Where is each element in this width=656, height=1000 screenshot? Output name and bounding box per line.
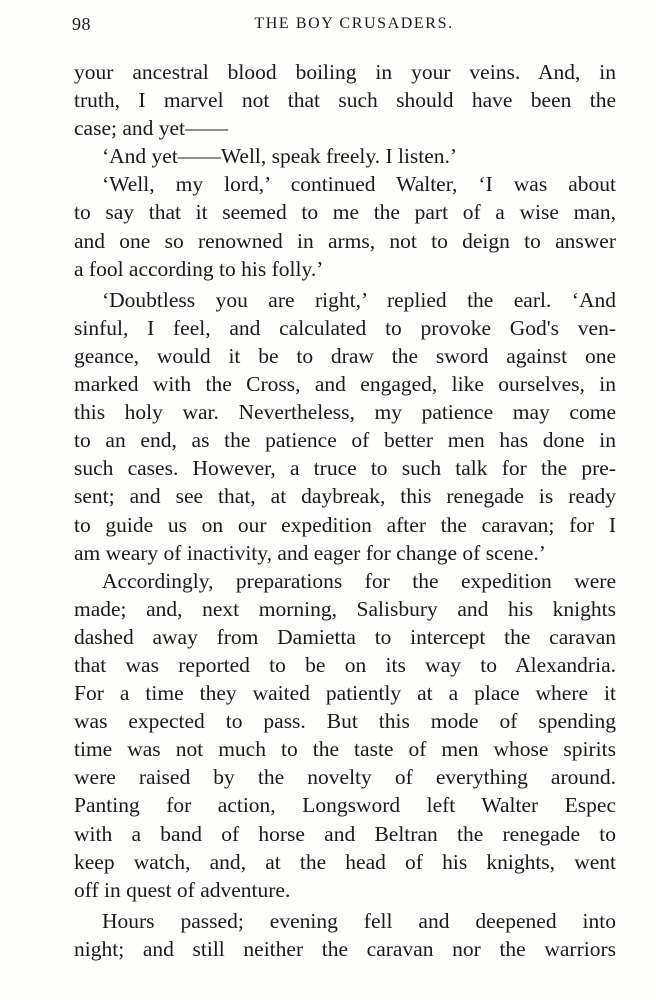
text-line: made; and, next morning, Salisbury and his knights <box>74 596 616 621</box>
text-line: a fool according to his folly.’ <box>74 256 324 281</box>
text-line: your ancestral blood boiling in your veins. And, in <box>74 60 616 84</box>
text-line: with a band of horse and Beltran the renegade to <box>74 821 616 846</box>
text-line: Hours passed; evening fell and deepened into <box>102 908 616 933</box>
paragraph <box>74 58 616 142</box>
text-line: case; and yet—— <box>74 116 229 141</box>
text-line: truth, I marvel not that such should have been the <box>74 88 616 113</box>
text-line: For a time they waited patiently at a place where it <box>74 681 616 706</box>
text-line: time was not much to the taste of men whose spirits <box>74 737 616 762</box>
text-line: Accordingly, preparations for the expedition were <box>102 568 616 593</box>
paragraph <box>74 142 616 170</box>
paragraph <box>74 170 616 282</box>
text-line: to guide us on our expedition after the caravan; for I <box>74 512 616 537</box>
text-line: was expected to pass. But this mode of spending <box>74 709 616 734</box>
text-line: to say that it seemed to me the part of a wise man, <box>74 200 616 225</box>
text-line: night; and still neither the caravan nor the warriors <box>74 936 616 961</box>
book-title: THE BOY CRUSADERS. <box>254 15 454 32</box>
paragraph <box>74 907 616 963</box>
text-line: were raised by the novelty of everything around. <box>74 765 616 790</box>
text-line: to an end, as the patience of better men has done in <box>74 428 616 453</box>
text-line: dashed away from Damietta to intercept the caravan <box>74 624 616 649</box>
text-line: Panting for action, Longsword left Walter Espec <box>74 793 616 818</box>
text-line: marked with the Cross, and engaged, like ourselves, in <box>74 372 616 397</box>
paragraph <box>74 567 616 904</box>
text-line: this holy war. Nevertheless, my patience may come <box>74 400 616 425</box>
page-number: 98 <box>72 14 91 34</box>
text-line: ‘Well, my lord,’ continued Walter, ‘I was about <box>102 172 616 197</box>
text-line: and one so renowned in arms, not to deign to answer <box>74 228 616 253</box>
text-line: sent; and see that, at daybreak, this renegade is ready <box>74 484 616 509</box>
text-line: keep watch, and, at the head of his knights, went <box>74 849 616 874</box>
paragraph <box>74 286 616 567</box>
text-line: sinful, I feel, and calculated to provoke God's ven- <box>74 315 616 340</box>
text-line: that was reported to be on its way to Alexandria. <box>74 652 616 677</box>
text-line: ‘And yet——Well, speak freely. I listen.’ <box>102 144 458 169</box>
text-line: off in quest of adventure. <box>74 877 291 902</box>
text-line: geance, would it be to draw the sword against one <box>74 343 616 368</box>
running-head <box>72 14 616 38</box>
text-line: ‘Doubtless you are right,’ replied the earl. ‘And <box>102 287 616 312</box>
body-text <box>74 58 616 963</box>
text-line: am weary of inactivity, and eager for change of scene.’ <box>74 540 546 565</box>
text-line: such cases. However, a truce to such talk for the pre- <box>74 456 616 481</box>
